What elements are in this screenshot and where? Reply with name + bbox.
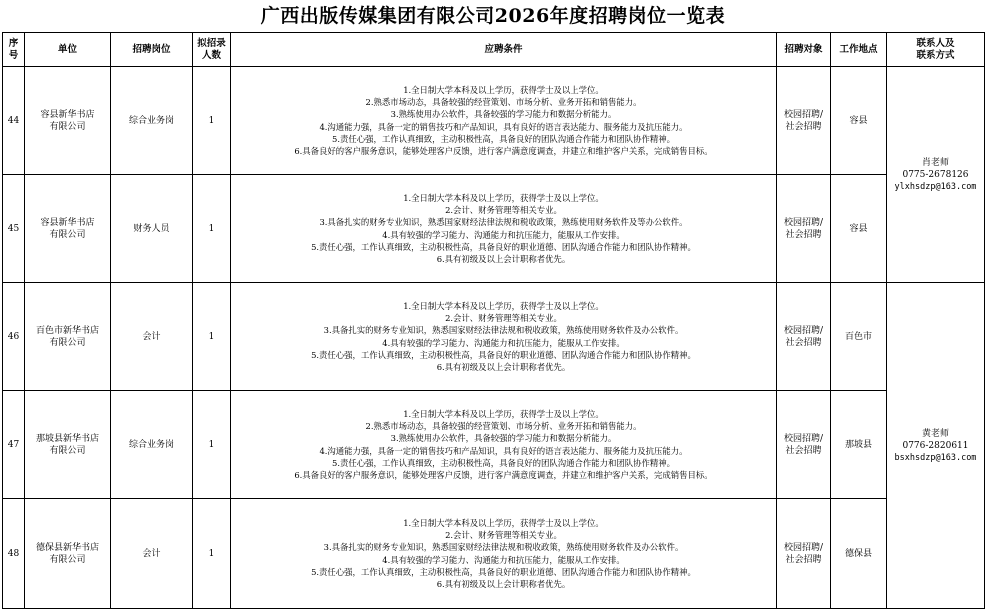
- requirements-cell: [231, 499, 777, 609]
- contact-phone: 0775-2678126: [902, 169, 969, 180]
- requirement-line: 6.具有初级及以上会计职称者优先。: [436, 578, 571, 589]
- header-position: 招聘岗位: [111, 33, 193, 67]
- unit-cell: 容县新华书店 有限公司: [25, 175, 111, 283]
- requirement-line: 1.全日制大学本科及以上学历，获得学士及以上学位。: [403, 192, 604, 203]
- position-cell: 会计: [111, 283, 193, 391]
- requirement-line: 2.会计、财务管理等相关专业。: [445, 205, 562, 216]
- requirement-line: 2.熟悉市场动态，具备较强的经营策划、市场分析、业务开拓和销售能力。: [365, 421, 642, 432]
- requirement-line: 5.责任心强，工作认真细致，主动积极性高，具备良好的团队沟通合作能力和团队协作精神。: [332, 133, 675, 144]
- table-row: [3, 391, 985, 499]
- recruitment-table: [2, 32, 985, 609]
- position-cell: 财务人员: [111, 175, 193, 283]
- header-requirements: 应聘条件: [231, 33, 777, 67]
- requirement-line: 5.责任心强，工作认真细致，主动积极性高，具备良好的团队沟通合作能力和团队协作精神。: [332, 457, 675, 468]
- count-cell: 1: [193, 175, 231, 283]
- contact-cell: [887, 67, 985, 283]
- requirement-line: 4.沟通能力强，具备一定的销售技巧和产品知识，具有良好的语言表达能力、服务能力及抗压能力。: [319, 121, 688, 132]
- seq-cell: 45: [3, 175, 25, 283]
- target-cell: 校园招聘/ 社会招聘: [777, 283, 831, 391]
- contact-email: ylxhsdzp@163.com: [894, 181, 977, 192]
- position-cell: 会计: [111, 499, 193, 609]
- header-row: [3, 33, 985, 67]
- unit-cell: 百色市新华书店 有限公司: [25, 283, 111, 391]
- requirement-line: 1.全日制大学本科及以上学历，获得学士及以上学位。: [403, 300, 604, 311]
- position-cell: 综合业务岗: [111, 67, 193, 175]
- requirement-line: 4.沟通能力强，具备一定的销售技巧和产品知识，具有良好的语言表达能力、服务能力及抗压能力。: [319, 445, 688, 456]
- contact-email: bsxhsdzp@163.com: [894, 452, 977, 463]
- location-cell: 容县: [831, 175, 887, 283]
- position-cell: 综合业务岗: [111, 391, 193, 499]
- header-count: 拟招录人数: [193, 33, 231, 67]
- location-cell: 容县: [831, 67, 887, 175]
- requirement-line: 6.具备良好的客户服务意识，能够处理客户反馈，进行客户满意度调查，并建立和维护客户关系，完成销售目标。: [294, 469, 713, 480]
- seq-cell: 46: [3, 283, 25, 391]
- requirement-line: 4.具有较强的学习能力、沟通能力和抗压能力，能服从工作安排。: [382, 337, 625, 348]
- unit-cell: 那坡县新华书店 有限公司: [25, 391, 111, 499]
- requirement-line: 6.具有初级及以上会计职称者优先。: [436, 361, 571, 372]
- requirement-line: 3.熟练使用办公软件，具备较强的学习能力和数据分析能力。: [390, 109, 617, 120]
- page-title: 广西出版传媒集团有限公司2026年度招聘岗位一览表: [260, 5, 726, 27]
- requirement-line: 3.具备扎实的财务专业知识，熟悉国家财经法律法规和税收政策，熟练使用财务软件及办公软件。: [323, 325, 684, 336]
- table-row: [3, 175, 985, 283]
- table-row: [3, 67, 985, 175]
- location-cell: 百色市: [831, 283, 887, 391]
- requirements-cell: [231, 391, 777, 499]
- target-cell: 校园招聘/ 社会招聘: [777, 67, 831, 175]
- requirement-line: 2.会计、财务管理等相关专业。: [445, 530, 562, 541]
- requirements-cell: [231, 283, 777, 391]
- requirement-line: 1.全日制大学本科及以上学历，获得学士及以上学位。: [403, 84, 604, 95]
- requirements-cell: [231, 67, 777, 175]
- header-contact: 联系人及 联系方式: [887, 33, 985, 67]
- requirement-line: 5.责任心强，工作认真细致，主动积极性高，具备良好的职业道德、团队沟通合作能力和团队协作精神。: [311, 566, 696, 577]
- requirement-line: 3.熟练使用办公软件，具备较强的学习能力和数据分析能力。: [390, 433, 617, 444]
- requirement-line: 1.全日制大学本科及以上学历，获得学士及以上学位。: [403, 408, 604, 419]
- seq-cell: 44: [3, 67, 25, 175]
- requirement-line: 1.全日制大学本科及以上学历，获得学士及以上学位。: [403, 517, 604, 528]
- count-cell: 1: [193, 283, 231, 391]
- contact-name: 肖老师: [921, 157, 949, 168]
- requirement-line: 5.责任心强，工作认真细致，主动积极性高，具备良好的职业道德、团队沟通合作能力和团队协作精神。: [311, 241, 696, 252]
- target-cell: 校园招聘/ 社会招聘: [777, 391, 831, 499]
- header-location: 工作地点: [831, 33, 887, 67]
- header-unit: 单位: [25, 33, 111, 67]
- contact-phone: 0776-2820611: [902, 440, 969, 451]
- requirement-line: 5.责任心强，工作认真细致，主动积极性高，具备良好的职业道德、团队沟通合作能力和团队协作精神。: [311, 349, 696, 360]
- requirements-cell: [231, 175, 777, 283]
- location-cell: 那坡县: [831, 391, 887, 499]
- target-cell: 校园招聘/ 社会招聘: [777, 499, 831, 609]
- location-cell: 德保县: [831, 499, 887, 609]
- count-cell: 1: [193, 67, 231, 175]
- unit-cell: 容县新华书店 有限公司: [25, 67, 111, 175]
- contact-name: 黄老师: [921, 428, 949, 439]
- header-target: 招聘对象: [777, 33, 831, 67]
- unit-cell: 德保县新华书店 有限公司: [25, 499, 111, 609]
- header-seq: 序号: [3, 33, 25, 67]
- seq-cell: 47: [3, 391, 25, 499]
- count-cell: 1: [193, 391, 231, 499]
- requirement-line: 2.会计、财务管理等相关专业。: [445, 313, 562, 324]
- seq-cell: 48: [3, 499, 25, 609]
- requirement-line: 2.熟悉市场动态，具备较强的经营策划、市场分析、业务开拓和销售能力。: [365, 97, 642, 108]
- count-cell: 1: [193, 499, 231, 609]
- table-row: [3, 283, 985, 391]
- requirement-line: 6.具备良好的客户服务意识，能够处理客户反馈，进行客户满意度调查，并建立和维护客户关系，完成销售目标。: [294, 145, 713, 156]
- requirement-line: 6.具有初级及以上会计职称者优先。: [436, 253, 571, 264]
- table-row: [3, 499, 985, 609]
- requirement-line: 4.具有较强的学习能力、沟通能力和抗压能力，能服从工作安排。: [382, 229, 625, 240]
- requirement-line: 3.具备扎实的财务专业知识，熟悉国家财经法律法规和税收政策，熟练使用财务软件及办公软件。: [323, 542, 684, 553]
- requirement-line: 4.具有较强的学习能力、沟通能力和抗压能力，能服从工作安排。: [382, 554, 625, 565]
- requirement-line: 3.具备扎实的财务专业知识，熟悉国家财经法律法规和税收政策，熟练使用财务软件及等办公软件。: [319, 217, 688, 228]
- contact-cell: [887, 283, 985, 609]
- target-cell: 校园招聘/ 社会招聘: [777, 175, 831, 283]
